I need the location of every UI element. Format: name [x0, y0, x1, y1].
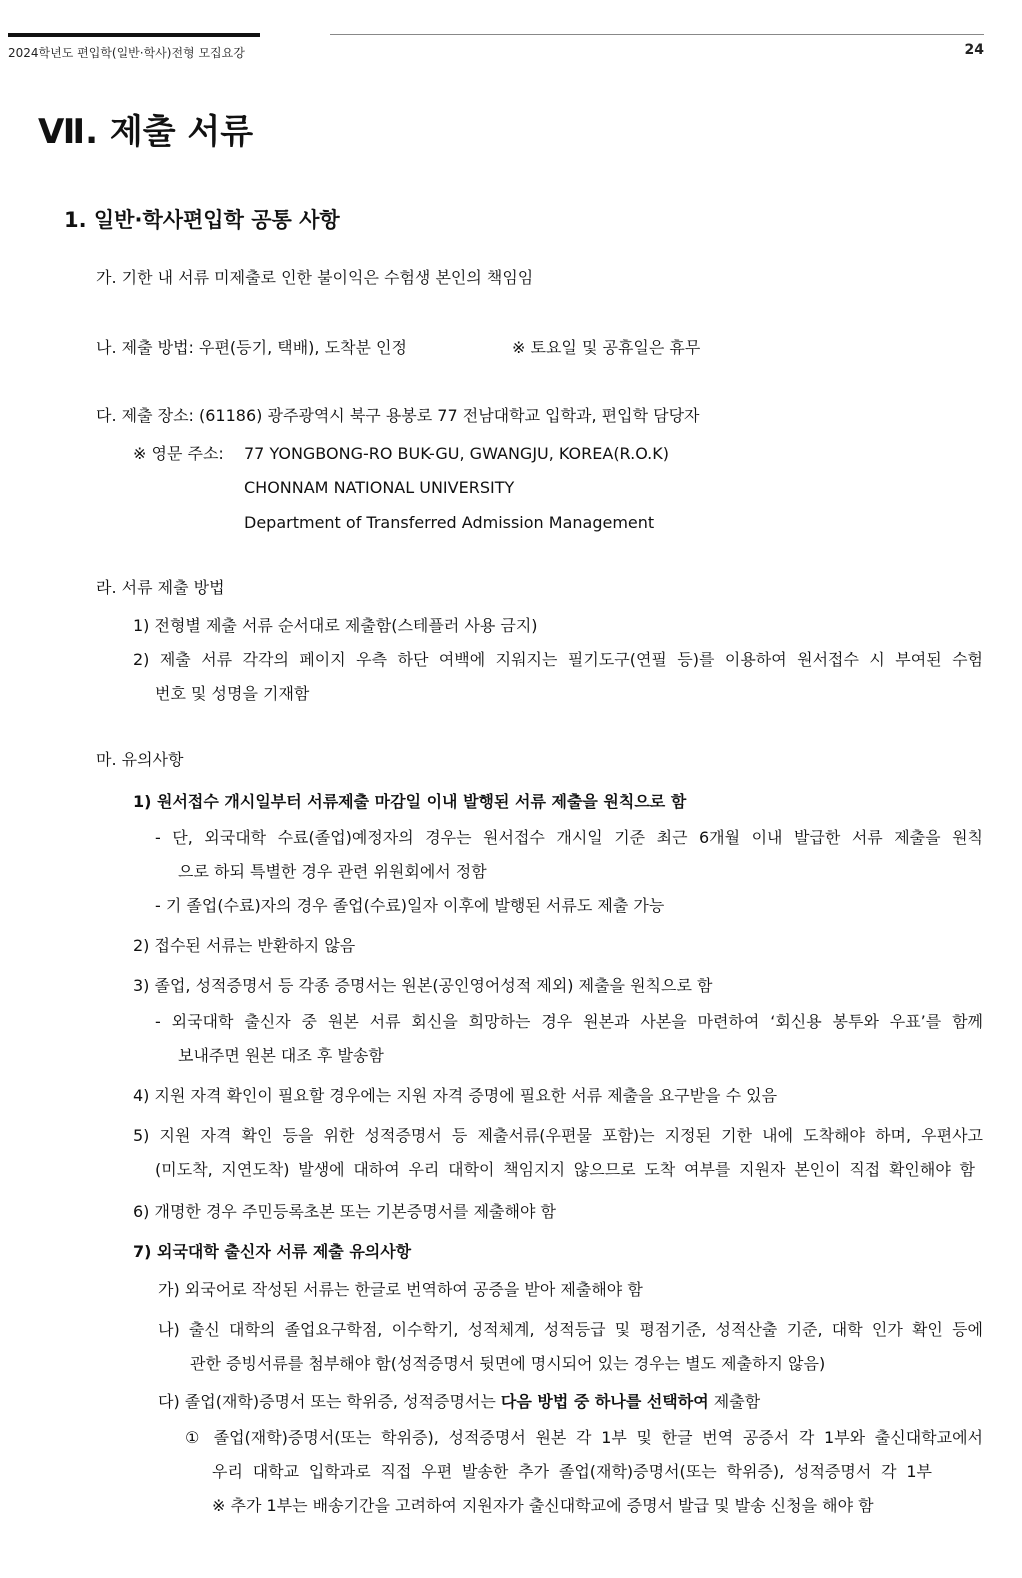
item-ma-7-na-line1: 나) 출신 대학의 졸업요구학점, 이수학기, 성적체계, 성적등급 및 평점기준, 성적산출 기준, 대학 인가 확인 등에 [158, 1320, 983, 1339]
item-ra-title: 라. 서류 제출 방법 [96, 578, 225, 597]
item-ma-7-da-pre: 다) 졸업(재학)증명서 또는 학위증, 성적증명서는 [158, 1392, 496, 1411]
item-ma-title: 마. 유의사항 [96, 750, 184, 769]
item-ma-2: 2) 접수된 서류는 반환하지 않음 [133, 936, 356, 955]
english-address-line3: Department of Transferred Admission Management [244, 513, 655, 532]
item-ra-2-line1: 2) 제출 서류 각각의 페이지 우측 하단 여백에 지워지는 필기도구(연필 등)를 이용하여 원서접수 시 부여된 수험 [133, 650, 983, 669]
item-ma-7: 7) 외국대학 출신자 서류 제출 유의사항 [133, 1242, 412, 1261]
item-ma-7-ga: 가) 외국어로 작성된 서류는 한글로 번역하여 공증을 받아 제출해야 함 [158, 1280, 643, 1299]
item-ma-4: 4) 지원 자격 확인이 필요할 경우에는 지원 자격 증명에 필요한 서류 제출을 요구받을 수 있음 [133, 1086, 778, 1105]
item-ma-5-line2: (미도착, 지연도착) 발생에 대하여 우리 대학이 책임지지 않으므로 도착 여부를 지원자 본인이 직접 확인해야 함 [155, 1160, 975, 1179]
item-ma-7-na-line2: 관한 증빙서류를 첨부해야 함(성적증명서 뒷면에 명시되어 있는 경우는 별도 제출하지 않음) [190, 1354, 826, 1373]
item-ga: 가. 기한 내 서류 미제출로 인한 불이익은 수험생 본인의 책임임 [96, 268, 534, 287]
item-ma-7-da [158, 1392, 760, 1412]
item-ra-2-line2: 번호 및 성명을 기재함 [155, 684, 310, 703]
item-ma-7-da-c1-note: ※ 추가 1부는 배송기간을 고려하여 지원자가 출신대학교에 증명서 발급 및 발송 신청을 해야 함 [212, 1496, 874, 1515]
item-ma-5-line1: 5) 지원 자격 확인 등을 위한 성적증명서 등 제출서류(우편물 포함)는 지정된 기한 내에 도착해야 하며, 우편사고 [133, 1126, 983, 1145]
item-ma-1-sub1-line2: 으로 하되 특별한 경우 관련 위원회에서 정함 [178, 862, 487, 881]
running-header: 2024학년도 편입학(일반·학사)전형 모집요강 [8, 46, 245, 60]
english-address-line2: CHONNAM NATIONAL UNIVERSITY [244, 478, 515, 497]
item-na-note: ※ 토요일 및 공휴일은 휴무 [512, 338, 701, 357]
english-address-label: ※ 영문 주소: [133, 444, 224, 463]
page-number: 24 [964, 42, 984, 58]
item-ra-1: 1) 전형별 제출 서류 순서대로 제출함(스테플러 사용 금지) [133, 616, 538, 635]
header-rule-thin [330, 34, 984, 35]
item-ma-3-sub1-line1: - 외국대학 출신자 중 원본 서류 회신을 희망하는 경우 원본과 사본을 마련하여 ‘회신용 봉투와 우표’를 함께 [155, 1012, 983, 1031]
item-na: 나. 제출 방법: 우편(등기, 택배), 도착분 인정 [96, 338, 407, 357]
chapter-title: Ⅶ. 제출 서류 [38, 112, 254, 152]
item-ma-3: 3) 졸업, 성적증명서 등 각종 증명서는 원본(공인영어성적 제외) 제출을 원칙으로 함 [133, 976, 713, 995]
item-ma-7-da-c1-line1: ① 졸업(재학)증명서(또는 학위증), 성적증명서 원본 각 1부 및 한글 번역 공증서 각 1부와 출신대학교에서 [185, 1428, 983, 1447]
item-ma-6: 6) 개명한 경우 주민등록초본 또는 기본증명서를 제출해야 함 [133, 1202, 556, 1221]
section-title: 1. 일반·학사편입학 공통 사항 [64, 208, 340, 232]
item-ma-3-sub1-line2: 보내주면 원본 대조 후 발송함 [178, 1046, 384, 1065]
item-ma-1-sub2: - 기 졸업(수료)자의 경우 졸업(수료)일자 이후에 발행된 서류도 제출 가능 [155, 896, 665, 915]
item-ma-7-da-bold: 다음 방법 중 하나를 선택하여 [500, 1392, 709, 1411]
item-ma-7-da-post: 제출함 [713, 1392, 761, 1411]
item-ma-1-sub1-line1: - 단, 외국대학 수료(졸업)예정자의 경우는 원서접수 개시일 기준 최근 6개월 이내 발급한 서류 제출을 원칙 [155, 828, 983, 847]
english-address-line1: 77 YONGBONG-RO BUK-GU, GWANGJU, KOREA(R.O.K) [244, 444, 669, 463]
item-ma-7-da-c1-line2: 우리 대학교 입학과로 직접 우편 발송한 추가 졸업(재학)증명서(또는 학위증), 성적증명서 각 1부 [212, 1462, 932, 1481]
header-rule-thick [8, 33, 260, 37]
item-da: 다. 제출 장소: (61186) 광주광역시 북구 용봉로 77 전남대학교 입학과, 편입학 담당자 [96, 406, 700, 425]
item-ma-1: 1) 원서접수 개시일부터 서류제출 마감일 이내 발행된 서류 제출을 원칙으로 함 [133, 792, 687, 811]
